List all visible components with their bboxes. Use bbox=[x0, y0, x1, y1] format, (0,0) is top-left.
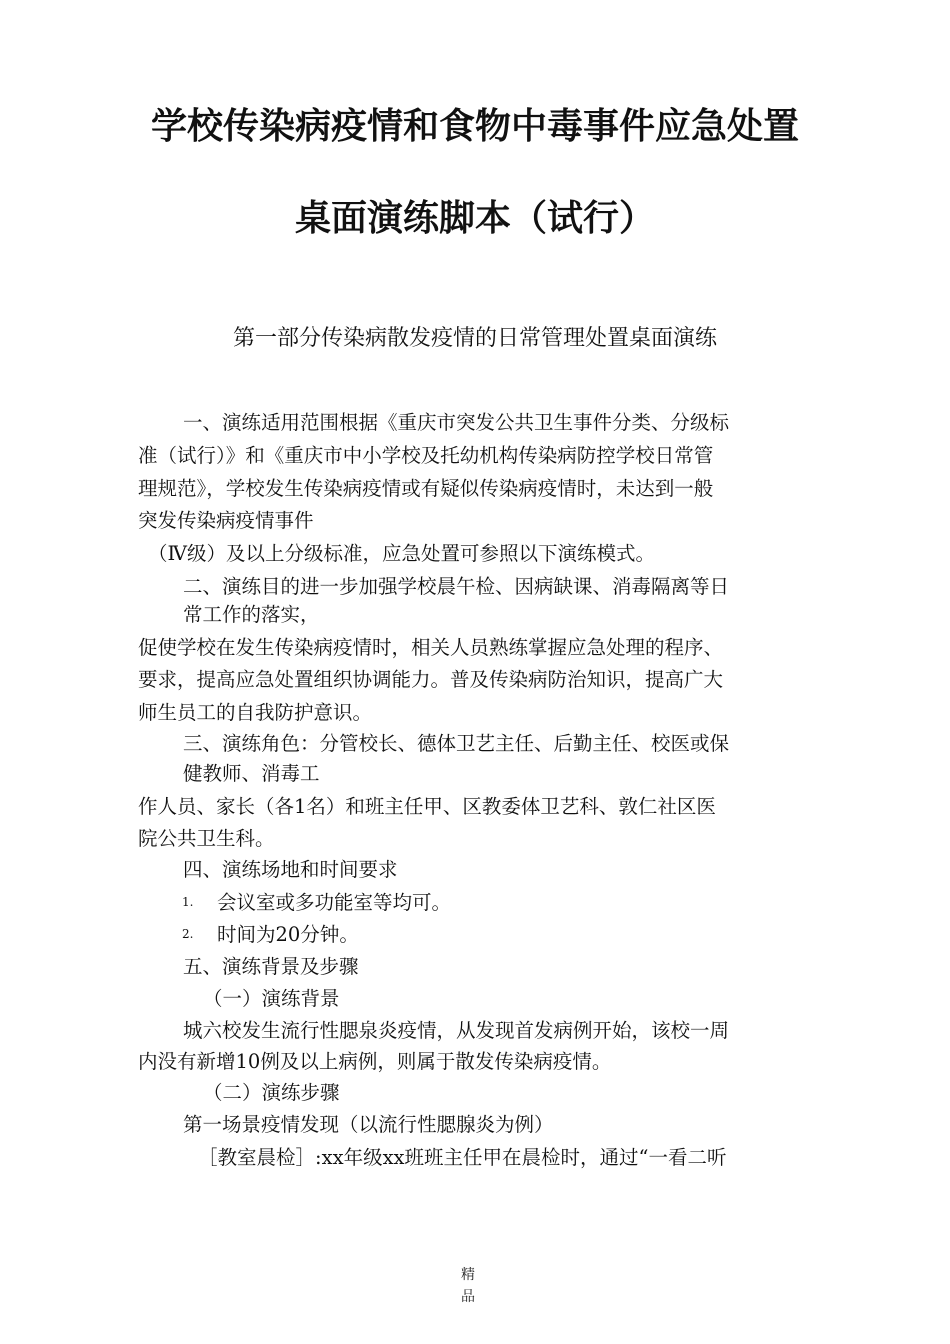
body-line: 一、演练适用范围根据《重庆市突发公共卫生事件分类、分级标 bbox=[183, 411, 730, 434]
body-line: 要求，提高应急处置组织协调能力。普及传染病防治知识，提高广大 bbox=[138, 668, 724, 691]
body-line: 突发传染病疫情事件 bbox=[138, 509, 314, 532]
document-title-line2: 桌面演练脚本（试行） bbox=[294, 198, 655, 239]
body-line: 促使学校在发生传染病疫情时，相关人员熟练掌握应急处理的程序、 bbox=[138, 636, 724, 659]
body-line: （一）演练背景 bbox=[203, 987, 340, 1010]
body-line: ［教室晨检］:xx年级xx班班主任甲在晨检时，通过“一看二听 bbox=[198, 1146, 727, 1169]
part-heading: 第一部分传染病散发疫情的日常管理处置桌面演练 bbox=[232, 326, 717, 351]
body-line: 内没有新增10例及以上病例，则属于散发传染病疫情。 bbox=[138, 1050, 612, 1073]
list-number: 1. bbox=[182, 895, 194, 909]
body-line: 城六校发生流行性腮泉炎疫情，从发现首发病例开始，该校一周 bbox=[183, 1019, 730, 1042]
list-number: 2. bbox=[182, 927, 194, 941]
body-line: 常工作的落实， bbox=[183, 603, 320, 626]
document-title-line1: 学校传染病疫情和食物中毒事件应急处置 bbox=[150, 106, 799, 147]
list-item: 会议室或多功能室等均可。 bbox=[217, 891, 452, 914]
body-line: 二、演练目的进一步加强学校晨午检、因病缺课、消毒隔离等日 bbox=[183, 575, 730, 598]
body-line: 四、演练场地和时间要求 bbox=[183, 858, 398, 881]
page-footer: 精品 bbox=[461, 1267, 475, 1305]
body-line: （Ⅳ级）及以上分级标准，应急处置可参照以下演练模式。 bbox=[148, 542, 655, 565]
body-line: 作人员、家长（各1名）和班主任甲、区教委体卫艺科、敦仁社区医 bbox=[138, 795, 716, 818]
body-line: 第一场景疫情发现（以流行性腮腺炎为例） bbox=[183, 1113, 554, 1136]
body-line: 三、演练角色：分管校长、德体卫艺主任、后勤主任、校医或保 bbox=[183, 732, 730, 755]
body-line: 院公共卫生科。 bbox=[138, 827, 275, 850]
body-line: 准（试行）》和《重庆市中小学校及托幼机构传染病防控学校日常管 bbox=[138, 444, 714, 467]
body-line: （二）演练步骤 bbox=[203, 1081, 340, 1104]
body-line: 理规范》，学校发生传染病疫情或有疑似传染病疫情时，未达到一般 bbox=[138, 477, 714, 500]
body-line: 五、演练背景及步骤 bbox=[183, 955, 359, 978]
body-line: 师生员工的自我防护意识。 bbox=[138, 701, 373, 724]
body-line: 健教师、消毒工 bbox=[183, 762, 320, 785]
list-item: 时间为20分钟。 bbox=[217, 923, 359, 946]
